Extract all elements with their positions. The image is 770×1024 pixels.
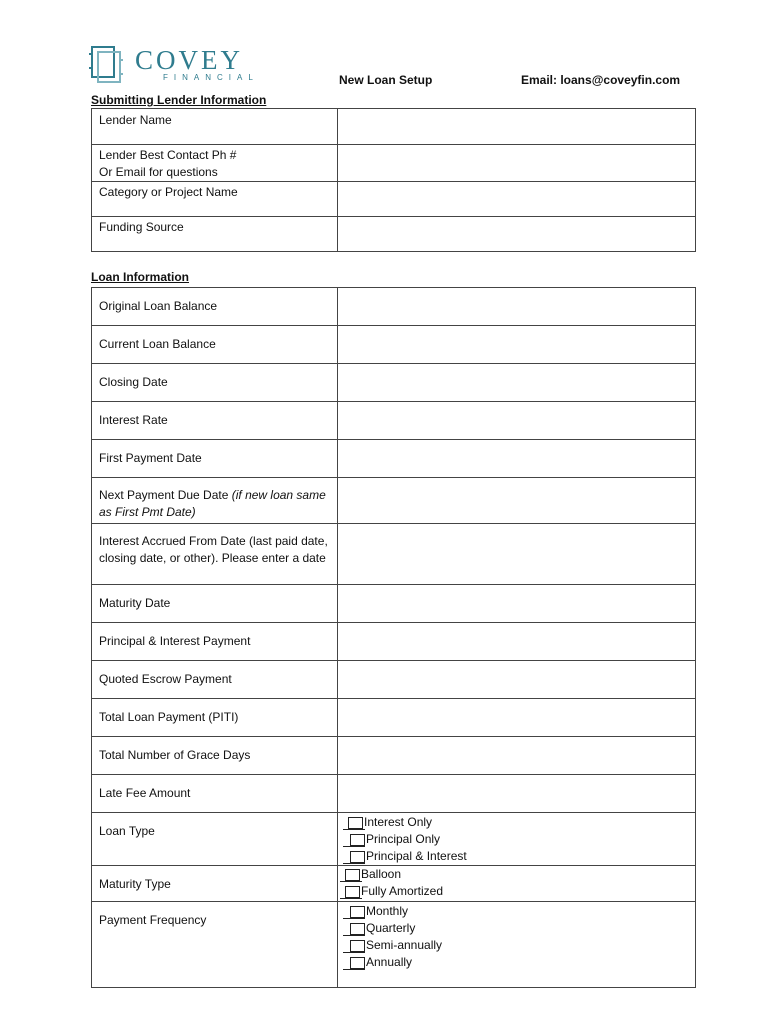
contact-email: Email: loans@coveyfin.com	[521, 73, 681, 87]
payment-frequency-option-annually[interactable]: Annually	[348, 954, 695, 971]
table-row	[92, 813, 696, 866]
table-row	[92, 524, 696, 585]
covey-logo-icon	[89, 44, 123, 84]
loan-info-table	[91, 287, 696, 988]
field-label: Original Loan Balance	[92, 288, 338, 326]
checkbox[interactable]	[350, 957, 365, 969]
field-label: First Payment Date	[92, 440, 338, 478]
table-row	[92, 737, 696, 775]
table-row	[92, 182, 696, 217]
loan-type-option-principal-interest[interactable]: Principal & Interest	[348, 848, 695, 865]
field-label: Lender Best Contact Ph # Or Email for questions	[92, 145, 338, 182]
loan-type-options	[338, 813, 696, 866]
field-label: Category or Project Name	[92, 182, 338, 217]
field-label: Current Loan Balance	[92, 326, 338, 364]
payment-frequency-options	[338, 902, 696, 988]
field-label: Total Number of Grace Days	[92, 737, 338, 775]
interest-rate-field[interactable]	[338, 402, 696, 440]
table-row	[92, 217, 696, 252]
field-label: Maturity Date	[92, 585, 338, 623]
category-project-field[interactable]	[338, 182, 696, 217]
interest-accrued-from-date-field[interactable]	[338, 524, 696, 585]
lender-contact-field[interactable]	[338, 145, 696, 182]
table-row	[92, 364, 696, 402]
table-row	[92, 440, 696, 478]
payment-frequency-option-quarterly[interactable]: Quarterly	[348, 920, 695, 937]
field-label: Interest Rate	[92, 402, 338, 440]
table-row	[92, 866, 696, 902]
payment-frequency-option-monthly[interactable]: Monthly	[348, 903, 695, 920]
table-row	[92, 109, 696, 145]
quoted-escrow-payment-field[interactable]	[338, 661, 696, 699]
table-row	[92, 623, 696, 661]
original-loan-balance-field[interactable]	[338, 288, 696, 326]
field-label: Interest Accrued From Date (last paid date, closing date, or other). Please enter a date	[92, 524, 338, 585]
field-label: Next Payment Due Date (if new loan same as First Pmt Date)	[92, 478, 338, 524]
checkbox[interactable]	[350, 834, 365, 846]
field-label: Late Fee Amount	[92, 775, 338, 813]
lender-info-table	[91, 108, 696, 252]
logo-subtitle: FINANCIAL	[163, 73, 259, 82]
checkbox[interactable]	[348, 817, 363, 829]
checkbox[interactable]	[350, 940, 365, 952]
maturity-type-options	[338, 866, 696, 902]
grace-days-field[interactable]	[338, 737, 696, 775]
closing-date-field[interactable]	[338, 364, 696, 402]
field-label: Maturity Type	[92, 866, 338, 902]
loan-type-option-principal-only[interactable]: Principal Only	[348, 831, 695, 848]
maturity-type-option-fully-amortized[interactable]: Fully Amortized	[345, 883, 695, 900]
total-loan-payment-field[interactable]	[338, 699, 696, 737]
payment-frequency-option-semi-annually[interactable]: Semi-annually	[348, 937, 695, 954]
table-row	[92, 585, 696, 623]
field-label: Funding Source	[92, 217, 338, 252]
principal-interest-payment-field[interactable]	[338, 623, 696, 661]
maturity-type-option-balloon[interactable]: Balloon	[345, 866, 695, 883]
table-row	[92, 478, 696, 524]
lender-section-heading: Submitting Lender Information	[91, 93, 267, 107]
table-row	[92, 902, 696, 988]
current-loan-balance-field[interactable]	[338, 326, 696, 364]
field-label: Payment Frequency	[92, 902, 338, 988]
checkbox[interactable]	[345, 869, 360, 881]
field-label: Quoted Escrow Payment	[92, 661, 338, 699]
covey-logo	[89, 44, 259, 86]
table-row	[92, 145, 696, 182]
table-row	[92, 288, 696, 326]
table-row	[92, 402, 696, 440]
late-fee-amount-field[interactable]	[338, 775, 696, 813]
checkbox[interactable]	[350, 923, 365, 935]
lender-name-field[interactable]	[338, 109, 696, 145]
next-payment-due-date-field[interactable]	[338, 478, 696, 524]
field-label: Principal & Interest Payment	[92, 623, 338, 661]
table-row	[92, 661, 696, 699]
table-row	[92, 326, 696, 364]
field-label: Loan Type	[92, 813, 338, 866]
logo-wordmark: COVEY	[135, 45, 243, 75]
loan-type-option-interest-only[interactable]: Interest Only	[348, 814, 695, 831]
field-note: (if new loan same as First Pmt Date)	[99, 488, 326, 519]
loan-section-heading: Loan Information	[91, 270, 189, 284]
checkbox[interactable]	[350, 906, 365, 918]
funding-source-field[interactable]	[338, 217, 696, 252]
maturity-date-field[interactable]	[338, 585, 696, 623]
document-title: New Loan Setup	[339, 73, 433, 87]
field-label: Closing Date	[92, 364, 338, 402]
first-payment-date-field[interactable]	[338, 440, 696, 478]
checkbox[interactable]	[345, 886, 360, 898]
table-row	[92, 699, 696, 737]
checkbox[interactable]	[350, 851, 365, 863]
field-label: Lender Name	[92, 109, 338, 145]
field-label: Total Loan Payment (PITI)	[92, 699, 338, 737]
table-row	[92, 775, 696, 813]
